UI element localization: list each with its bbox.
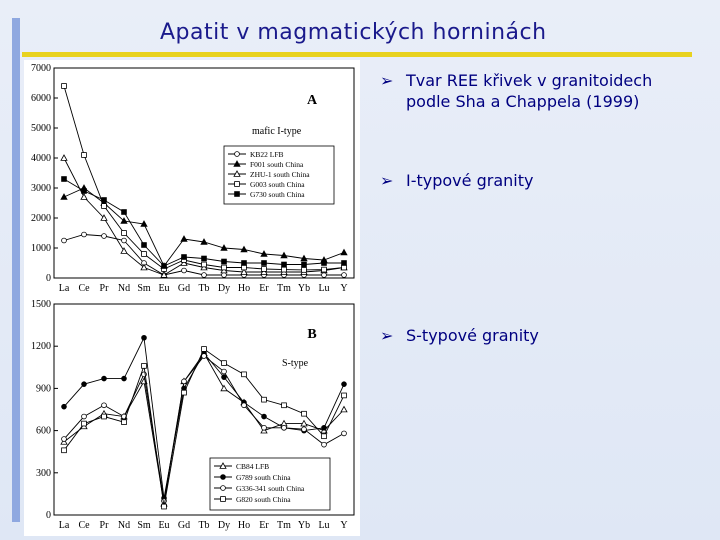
x-tick-label: Tm — [277, 283, 291, 294]
x-tick-label: Lu — [318, 520, 330, 531]
data-point — [181, 236, 187, 241]
data-point — [282, 267, 287, 272]
legend-label: ZHU-1 south China — [250, 170, 310, 179]
y-tick-label: 7000 — [31, 63, 51, 74]
legend-label: G820 south China — [236, 495, 291, 504]
panel-letter: B — [307, 327, 317, 342]
figure — [24, 60, 360, 536]
data-point — [282, 262, 287, 267]
x-tick-label: La — [58, 520, 70, 531]
y-tick-label: 1500 — [31, 299, 51, 310]
data-point — [122, 231, 127, 236]
data-point — [342, 265, 347, 270]
data-point — [122, 376, 127, 381]
x-tick-label: Ce — [78, 520, 90, 531]
y-tick-label: 2000 — [31, 213, 51, 224]
legend-label: F001 south China — [250, 160, 304, 169]
data-point — [242, 265, 247, 270]
x-tick-label: Ho — [237, 520, 251, 531]
x-tick-label: Eu — [158, 520, 170, 531]
legend-marker — [221, 486, 226, 491]
data-point — [342, 382, 347, 387]
x-tick-label: Pr — [99, 520, 109, 531]
data-point — [202, 256, 207, 261]
legend-label: CB84 LFB — [236, 462, 270, 471]
legend-marker — [235, 192, 240, 197]
data-point — [322, 425, 327, 430]
y-tick-label: 1000 — [31, 243, 51, 254]
data-point — [242, 261, 247, 266]
x-tick-label: Yb — [297, 520, 311, 531]
x-tick-label: Nd — [117, 283, 131, 294]
x-tick-label: Y — [340, 283, 348, 294]
bullet-line: podle Sha a Chappela (1999) — [406, 92, 640, 111]
data-point — [182, 390, 187, 395]
y-tick-label: 300 — [36, 467, 51, 479]
x-tick-label: La — [58, 283, 70, 294]
data-point — [202, 354, 207, 359]
data-point — [222, 361, 227, 366]
bullet-ree — [380, 70, 652, 112]
legend-label: G336-341 south China — [236, 484, 305, 493]
slide-title: Apatit v magmatických horninách — [160, 20, 547, 45]
data-point — [102, 403, 107, 408]
x-tick-label: Gd — [177, 283, 191, 294]
data-point — [122, 238, 127, 243]
data-point — [262, 414, 267, 419]
x-tick-label: Dy — [217, 520, 231, 531]
data-point — [302, 427, 307, 432]
y-tick-label: 5000 — [31, 123, 51, 134]
data-point — [82, 153, 87, 158]
legend-label: KB22 LFB — [250, 150, 284, 159]
y-tick-label: 600 — [36, 425, 51, 437]
accent-bar — [12, 18, 20, 522]
x-tick-label: Er — [259, 520, 269, 531]
legend-marker — [235, 182, 240, 187]
data-point — [202, 347, 207, 352]
data-point — [62, 84, 67, 89]
data-point — [262, 261, 267, 266]
data-point — [302, 411, 307, 416]
data-point — [282, 425, 287, 430]
data-point — [302, 262, 307, 267]
x-tick-label: Sm — [137, 283, 151, 294]
data-point — [341, 407, 347, 412]
data-point — [262, 425, 267, 430]
panel-title: S-type — [282, 358, 309, 369]
data-point — [342, 431, 347, 436]
arrow-bullet-icon: ➢ — [380, 171, 394, 190]
data-point — [82, 232, 87, 237]
legend-label: G730 south China — [250, 190, 305, 199]
data-point — [182, 255, 187, 260]
x-tick-label: Ce — [78, 283, 90, 294]
x-tick-label: Yb — [297, 283, 311, 294]
bullet-line: I-typové granity — [406, 171, 534, 190]
x-tick-label: Sm — [137, 520, 151, 531]
y-tick-label: 6000 — [31, 93, 51, 104]
arrow-bullet-icon: ➢ — [380, 326, 394, 345]
data-point — [182, 268, 187, 273]
panel-letter: A — [306, 93, 318, 108]
data-point — [322, 434, 327, 439]
data-point — [142, 335, 147, 340]
data-point — [342, 273, 347, 278]
data-point — [322, 273, 327, 278]
data-point — [222, 375, 227, 380]
x-tick-label: Tb — [198, 520, 210, 531]
data-point — [62, 177, 67, 182]
x-tick-label: Tb — [198, 283, 210, 294]
data-point — [142, 243, 147, 248]
data-point — [322, 267, 327, 272]
data-point — [322, 442, 327, 447]
y-tick-label: 0 — [46, 273, 51, 284]
data-point — [302, 268, 307, 273]
data-point — [102, 198, 107, 203]
data-point — [341, 250, 347, 255]
data-point — [162, 504, 167, 509]
data-point — [142, 363, 147, 368]
data-point — [122, 420, 127, 425]
bullet-line: S-typové granity — [406, 326, 539, 345]
data-point — [282, 403, 287, 408]
x-tick-label: Pr — [99, 283, 109, 294]
data-point — [262, 397, 267, 402]
bullet-s-type — [380, 325, 539, 346]
data-point — [102, 204, 107, 209]
x-tick-label: Eu — [158, 283, 170, 294]
x-tick-label: Tm — [277, 520, 291, 531]
data-point — [342, 261, 347, 266]
data-point — [102, 414, 107, 419]
data-point — [221, 385, 227, 390]
data-point — [342, 393, 347, 398]
data-point — [182, 379, 187, 384]
title-underline — [22, 52, 692, 57]
x-tick-label: Dy — [217, 283, 231, 294]
x-tick-label: Lu — [318, 283, 330, 294]
data-point — [242, 372, 247, 377]
data-point — [82, 382, 87, 387]
data-point — [242, 403, 247, 408]
legend-marker — [221, 475, 226, 480]
y-tick-label: 4000 — [31, 153, 51, 164]
data-point — [62, 404, 67, 409]
y-tick-label: 900 — [36, 383, 51, 395]
x-tick-label: Y — [340, 520, 348, 531]
x-tick-label: Gd — [177, 520, 191, 531]
data-point — [61, 155, 67, 160]
data-point — [122, 210, 127, 215]
data-point — [121, 248, 127, 253]
legend-marker — [235, 152, 240, 157]
data-point — [222, 265, 227, 270]
data-point — [202, 273, 207, 278]
data-point — [162, 264, 167, 269]
data-point — [102, 376, 107, 381]
data-point — [222, 273, 227, 278]
data-point — [202, 262, 207, 267]
data-point — [222, 369, 227, 374]
data-point — [62, 448, 67, 453]
y-tick-label: 1200 — [31, 341, 51, 353]
legend-marker — [221, 497, 226, 502]
arrow-bullet-icon: ➢ — [380, 71, 394, 90]
y-tick-label: 0 — [46, 510, 51, 521]
data-point — [62, 238, 67, 243]
data-point — [81, 194, 87, 199]
ree-chart — [24, 60, 360, 536]
data-point — [222, 259, 227, 264]
data-point — [61, 194, 67, 199]
data-point — [142, 252, 147, 257]
bullet-line: Tvar REE křivek v granitoidech — [406, 71, 653, 90]
data-point — [102, 234, 107, 239]
legend-label: G789 south China — [236, 473, 291, 482]
data-point — [82, 189, 87, 194]
legend-label: G003 south China — [250, 180, 305, 189]
data-point — [82, 414, 87, 419]
panel-title: mafic I-type — [252, 126, 302, 137]
data-point — [262, 267, 267, 272]
y-tick-label: 3000 — [31, 183, 51, 194]
x-tick-label: Ho — [237, 283, 251, 294]
data-point — [322, 261, 327, 266]
data-point — [62, 437, 67, 442]
x-tick-label: Nd — [117, 520, 131, 531]
x-tick-label: Er — [259, 283, 269, 294]
bullet-i-type — [380, 170, 533, 191]
data-point — [82, 421, 87, 426]
